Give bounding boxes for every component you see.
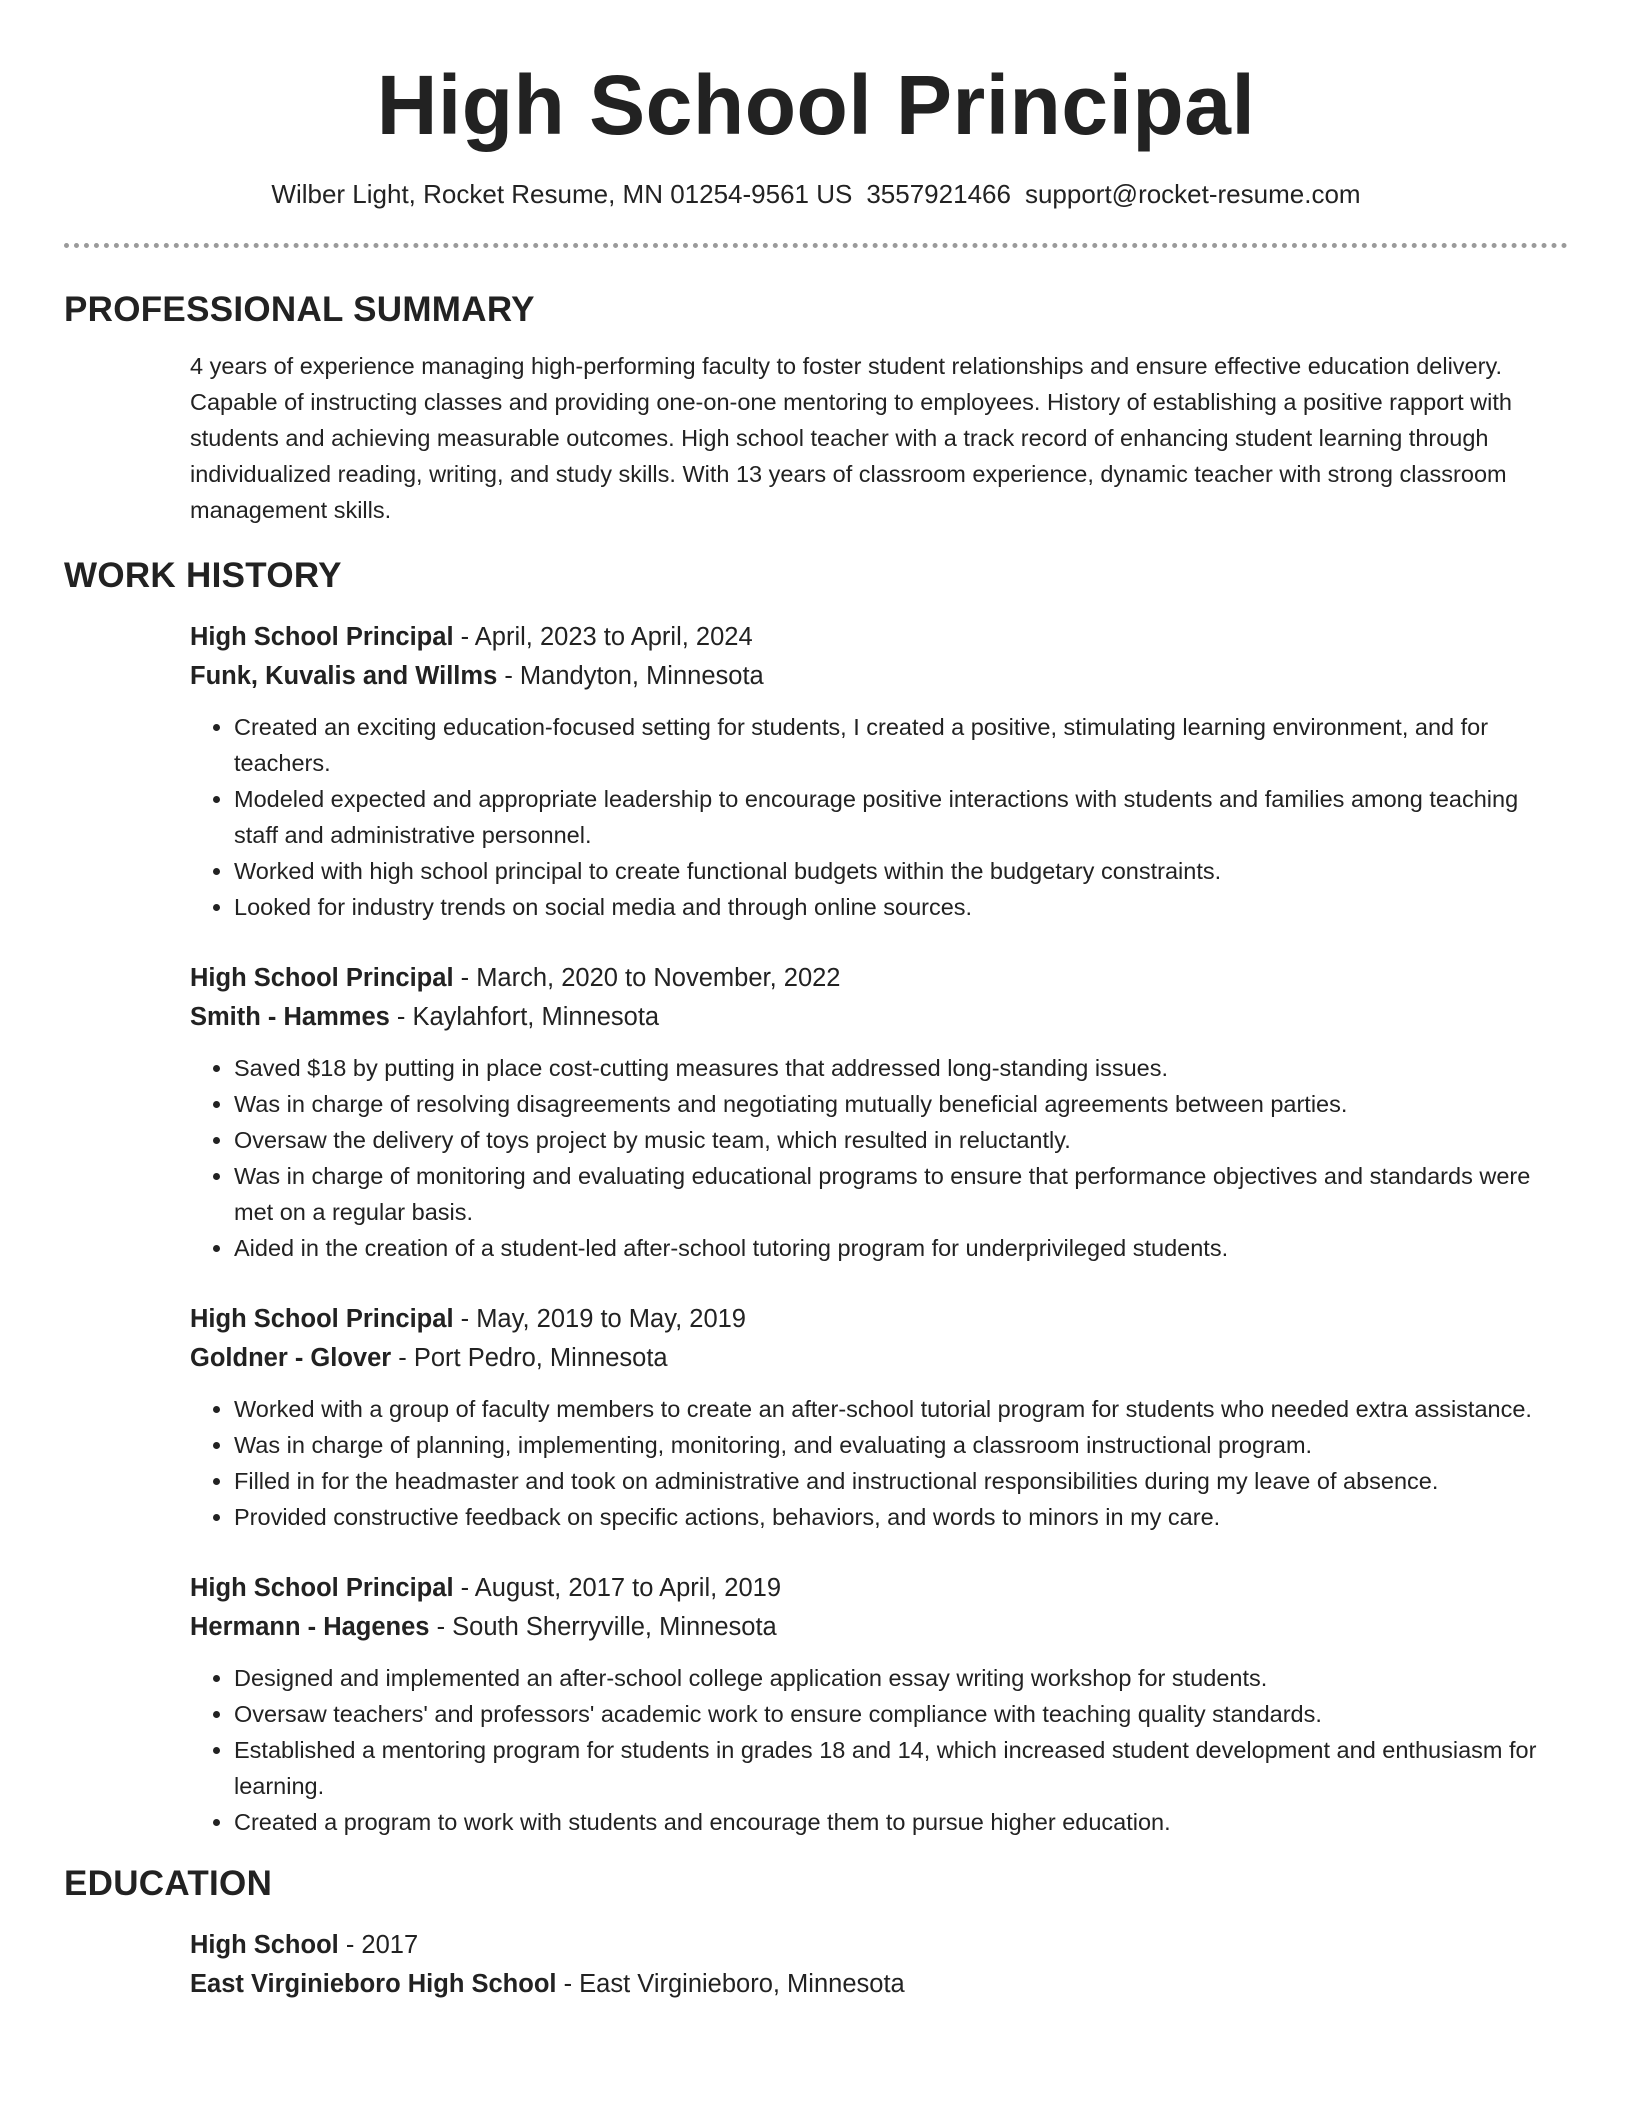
education-year: - 2017 bbox=[338, 1931, 419, 1959]
job-title-line bbox=[190, 618, 1568, 657]
contact-phone: 3557921466 bbox=[866, 179, 1011, 209]
work-history-section bbox=[64, 554, 1568, 1840]
job-company-line bbox=[190, 1339, 1568, 1378]
job-bullet: • Modeled expected and appropriate leadership to encourage positive interactions with students and families among teaching staff and administrative personnel. bbox=[234, 781, 1568, 853]
job-title-line bbox=[190, 1569, 1568, 1608]
job-bullet: • Saved $18 by putting in place cost-cutting measures that addressed long-standing issues. bbox=[234, 1050, 1568, 1086]
job-entry bbox=[190, 1300, 1568, 1535]
job-location: - Port Pedro, Minnesota bbox=[391, 1344, 668, 1372]
summary-heading: PROFESSIONAL SUMMARY bbox=[64, 290, 535, 329]
job-title-line bbox=[190, 959, 1568, 998]
job-bullet: • Was in charge of resolving disagreements and negotiating mutually beneficial agreements between parties. bbox=[234, 1086, 1568, 1122]
job-location: - Mandyton, Minnesota bbox=[497, 662, 764, 690]
job-bullets bbox=[190, 1660, 1568, 1840]
job-dates: - April, 2023 to April, 2024 bbox=[453, 623, 753, 651]
education-heading: EDUCATION bbox=[64, 1864, 273, 1903]
job-bullet: • Oversaw teachers' and professors' academic work to ensure compliance with teaching quality standards. bbox=[234, 1696, 1568, 1732]
education-school-line bbox=[190, 1965, 1568, 2004]
job-company: Hermann - Hagenes bbox=[190, 1613, 430, 1641]
job-entry bbox=[190, 959, 1568, 1266]
job-title: High School Principal bbox=[190, 1574, 454, 1602]
job-bullets bbox=[190, 709, 1568, 925]
job-title: High School Principal bbox=[190, 964, 454, 992]
contact-email: support@rocket-resume.com bbox=[1024, 179, 1361, 209]
job-title-line bbox=[190, 1300, 1568, 1339]
summary-text: 4 years of experience managing high-performing faculty to foster student relationships and ensure effective education delivery. Capable of instructing classes and providing one-on-one mentoring to employees. History of establishing a positive rapport with students and achieving measurable outcomes. High school teacher with a track record of enhancing student learning through individualized reading, writing, and study skills. With 13 years of classroom experience, dynamic teacher with strong classroom management skills. bbox=[190, 353, 1512, 523]
job-bullet: • Designed and implemented an after-school college application essay writing workshop for students. bbox=[234, 1660, 1568, 1696]
job-bullet: • Created a program to work with students and encourage them to pursue higher education. bbox=[234, 1804, 1568, 1840]
contact-address: Wilber Light, Rocket Resume, MN 01254-9561 US bbox=[271, 179, 853, 209]
job-bullet: • Filled in for the headmaster and took on administrative and instructional responsibilities during my leave of absence. bbox=[234, 1463, 1568, 1499]
job-dates: - March, 2020 to November, 2022 bbox=[453, 964, 841, 992]
job-dates: - August, 2017 to April, 2019 bbox=[453, 1574, 782, 1602]
job-location: - South Sherryville, Minnesota bbox=[429, 1613, 777, 1641]
job-title: High School Principal bbox=[190, 1305, 454, 1333]
resume-title: High School Principal bbox=[376, 58, 1256, 152]
job-bullet: • Worked with a group of faculty members to create an after-school tutorial program for students who needed extra assistance. bbox=[234, 1391, 1568, 1427]
education-degree: High School bbox=[190, 1931, 339, 1959]
education-section bbox=[64, 1862, 1568, 2004]
job-dates: - May, 2019 to May, 2019 bbox=[453, 1305, 746, 1333]
job-bullet: • Worked with high school principal to create functional budgets within the budgetary constraints. bbox=[234, 853, 1568, 889]
header-divider bbox=[64, 243, 1568, 248]
job-bullet: • Was in charge of monitoring and evaluating educational programs to ensure that performance objectives and standards were met on a regular basis. bbox=[234, 1158, 1568, 1230]
job-entry bbox=[190, 618, 1568, 925]
job-company-line bbox=[190, 998, 1568, 1037]
job-entry bbox=[190, 1569, 1568, 1840]
job-title: High School Principal bbox=[190, 623, 454, 651]
job-company: Goldner - Glover bbox=[190, 1344, 392, 1372]
summary-section bbox=[64, 288, 1568, 528]
job-bullet: • Oversaw the delivery of toys project by music team, which resulted in reluctantly. bbox=[234, 1122, 1568, 1158]
job-bullet: • Provided constructive feedback on specific actions, behaviors, and words to minors in my care. bbox=[234, 1499, 1568, 1535]
education-location: - East Virginieboro, Minnesota bbox=[556, 1970, 905, 1998]
job-company: Smith - Hammes bbox=[190, 1003, 390, 1031]
job-company-line bbox=[190, 657, 1568, 696]
education-school: East Virginieboro High School bbox=[190, 1970, 557, 1998]
job-location: - Kaylahfort, Minnesota bbox=[389, 1003, 660, 1031]
job-company-line bbox=[190, 1608, 1568, 1647]
job-bullet: • Established a mentoring program for students in grades 18 and 14, which increased student development and enthusiasm for learning. bbox=[234, 1732, 1568, 1804]
job-bullet: • Created an exciting education-focused setting for students, I created a positive, stimulating learning environment, and for teachers. bbox=[234, 709, 1568, 781]
job-bullets bbox=[190, 1391, 1568, 1535]
education-degree-line bbox=[190, 1926, 1568, 1965]
work-history-heading: WORK HISTORY bbox=[64, 556, 342, 595]
education-entry bbox=[190, 1926, 1568, 2004]
job-bullet: • Aided in the creation of a student-led after-school tutoring program for underprivileged students. bbox=[234, 1230, 1568, 1266]
job-bullets bbox=[190, 1050, 1568, 1266]
job-company: Funk, Kuvalis and Willms bbox=[190, 662, 498, 690]
job-bullet: • Looked for industry trends on social media and through online sources. bbox=[234, 889, 1568, 925]
job-bullet: • Was in charge of planning, implementing, monitoring, and evaluating a classroom instructional program. bbox=[234, 1427, 1568, 1463]
contact-info bbox=[64, 177, 1568, 211]
